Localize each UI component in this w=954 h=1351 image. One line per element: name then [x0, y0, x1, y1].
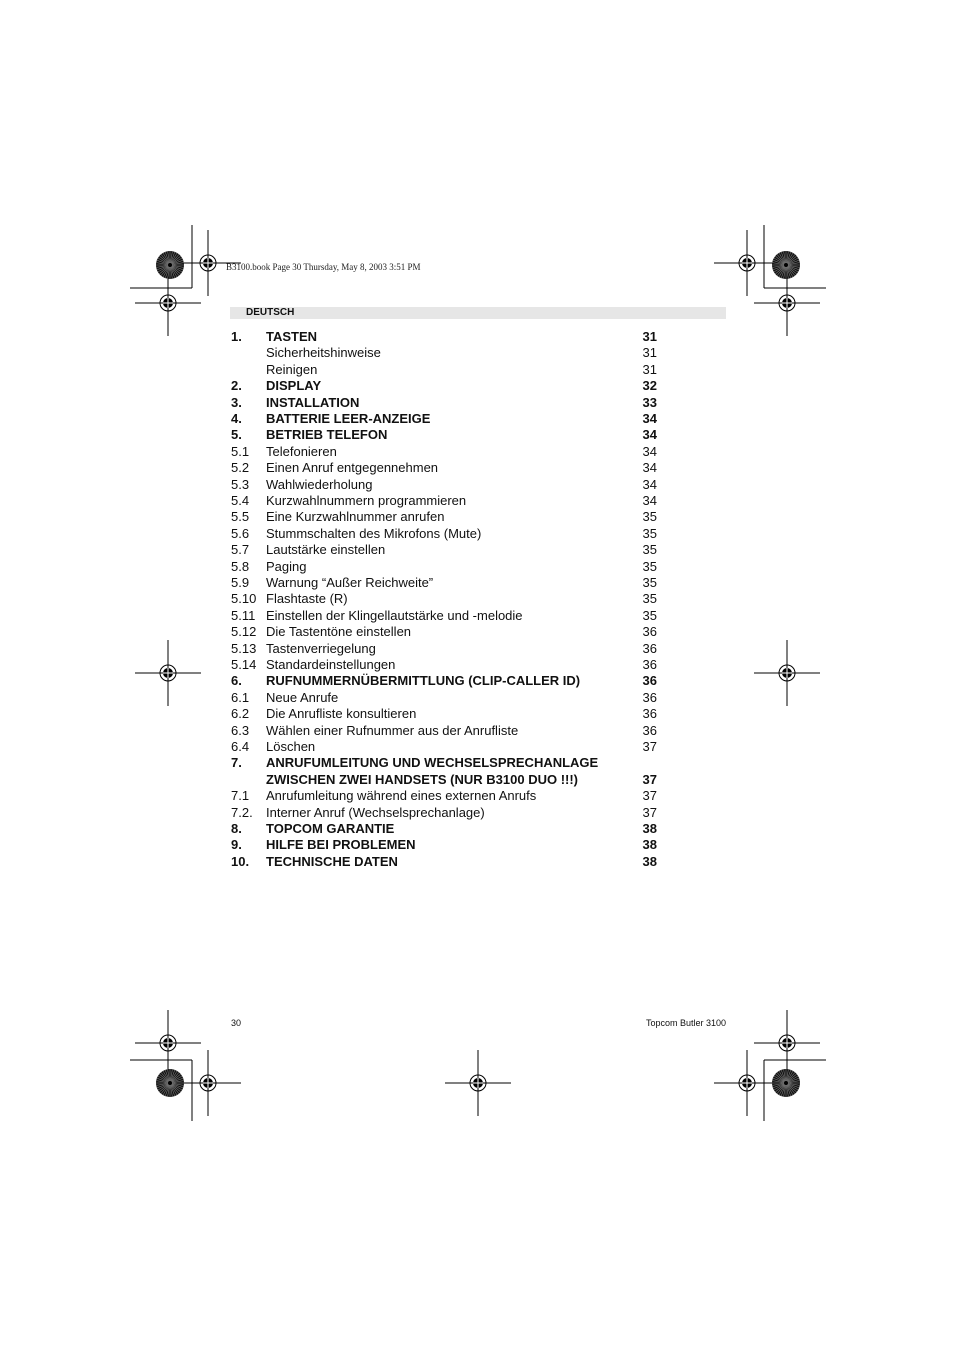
- toc-entry: [231, 690, 657, 706]
- toc-entry-title: HILFE BEI PROBLEMEN: [266, 837, 416, 853]
- toc-entry-number: 7.: [231, 755, 242, 771]
- toc-entry: [231, 788, 657, 804]
- toc-entry-title: Tastenverriegelung: [266, 640, 376, 656]
- toc-entry: [231, 509, 657, 525]
- toc-entry: [231, 624, 657, 640]
- toc-entry-page: 36: [642, 624, 657, 640]
- toc-entry-number: 5.6: [231, 525, 250, 541]
- toc-entry-page: 35: [642, 591, 657, 607]
- toc-entry: [231, 591, 657, 607]
- toc-entry-page: 37: [642, 804, 657, 820]
- toc-entry: [231, 739, 657, 755]
- toc-entry-number: 6.1: [231, 689, 250, 705]
- footer-page-number: 30: [231, 1018, 242, 1028]
- toc-entry-title: Standardeinstellungen: [266, 657, 396, 672]
- language-label: DEUTSCH: [246, 307, 295, 318]
- toc-entry: [231, 575, 657, 591]
- toc-entry: [231, 444, 657, 460]
- toc-entry-page: 34: [642, 460, 657, 476]
- toc-entry: [231, 526, 657, 542]
- toc-entry-number: 6.3: [231, 722, 250, 738]
- toc-entry-number: 5.5: [231, 509, 250, 525]
- toc-entry-title: INSTALLATION: [266, 394, 360, 410]
- toc-entry: [231, 362, 657, 378]
- toc-entry: [231, 477, 657, 493]
- toc-entry-title: BETRIEB TELEFON: [266, 427, 388, 443]
- toc-entry-page: 33: [642, 394, 657, 410]
- toc-entry-page: 34: [642, 476, 657, 492]
- toc-entry-page: 34: [642, 411, 657, 426]
- toc-entry-number: 6.2: [231, 706, 250, 722]
- toc-entry: [231, 427, 657, 443]
- toc-entry-page: 38: [642, 853, 657, 869]
- toc-entry-title: Einen Anruf entgegennehmen: [266, 460, 439, 476]
- toc-entry-page: 37: [642, 739, 657, 754]
- toc-entry: [231, 755, 657, 771]
- toc-entry-page: 34: [642, 443, 657, 459]
- toc-entry-title: Wahlwiederholung: [266, 476, 373, 492]
- toc-entry-number: 5.1: [231, 443, 250, 459]
- toc-entry-number: 5.9: [231, 575, 250, 590]
- toc-entry-page: 35: [642, 575, 657, 590]
- toc-entry: [231, 378, 657, 394]
- toc-entry-title: Lautstärke einstellen: [266, 542, 386, 558]
- toc-entry-title: Stummschalten des Mikrofons (Mute): [266, 525, 482, 541]
- toc-entry-number: 9.: [231, 837, 242, 853]
- toc-entry-number: 5.12: [231, 624, 257, 640]
- toc-entry-page: 38: [642, 821, 657, 836]
- toc-entry-title: Reinigen: [266, 361, 318, 377]
- toc-entry-number: 7.1: [231, 788, 250, 804]
- toc-entry-number: 5.7: [231, 542, 250, 558]
- toc-entry-page: 35: [642, 558, 657, 574]
- toc-entry-number: 5.2: [231, 460, 250, 476]
- toc-entry-page: 31: [642, 329, 657, 344]
- toc-entry-title: ZWISCHEN ZWEI HANDSETS (NUR B3100 DUO !!!): [266, 771, 579, 787]
- toc-entry-title: RUFNUMMERNÜBERMITTLUNG (CLIP-CALLER ID): [266, 673, 581, 689]
- toc-entry: [231, 395, 657, 411]
- toc-entry-number: 5.: [231, 427, 242, 443]
- toc-entry-page: 32: [642, 378, 657, 394]
- toc-entry-page: 36: [642, 673, 657, 689]
- toc-entry-title: Anrufumleitung während eines externen Anrufs: [266, 788, 537, 804]
- toc-entry: [231, 837, 657, 853]
- toc-entry-number: 2.: [231, 378, 242, 394]
- toc-entry-number: 8.: [231, 821, 242, 836]
- toc-entry-title: Neue Anrufe: [266, 689, 339, 705]
- toc-entry-number: 7.2.: [231, 804, 253, 820]
- toc-entry-title: Löschen: [266, 739, 316, 754]
- toc-entry-number: 6.: [231, 673, 242, 689]
- toc-entry: [231, 460, 657, 476]
- toc-entry: [231, 673, 657, 689]
- footer-product-title: Topcom Butler 3100: [645, 1018, 726, 1028]
- toc-entry-page: 34: [642, 493, 657, 508]
- toc-entry: [231, 706, 657, 722]
- toc-entry-title: Einstellen der Klingellautstärke und -melodie: [266, 607, 523, 623]
- toc-entry-page: 36: [642, 640, 657, 656]
- toc-entry-page: 31: [642, 361, 657, 377]
- toc-entry: [231, 608, 657, 624]
- toc-entry-title: BATTERIE LEER-ANZEIGE: [266, 411, 431, 426]
- toc-entry-page: 37: [642, 788, 657, 804]
- toc-entry-number: 6.4: [231, 739, 250, 754]
- toc-entry: [231, 411, 657, 427]
- toc-entry: [231, 493, 657, 509]
- print-header: B3100.book Page 30 Thursday, May 8, 2003 3:51 PM: [226, 262, 421, 272]
- toc-entry-number: 5.14: [231, 657, 257, 672]
- toc-entry-title: TECHNISCHE DATEN: [266, 853, 398, 869]
- toc-entry: [231, 641, 657, 657]
- toc-entry: [231, 345, 657, 361]
- toc-entry-title: Paging: [266, 558, 307, 574]
- toc-entry-title: Sicherheitshinweise: [266, 345, 381, 361]
- toc-entry-number: 3.: [231, 394, 242, 410]
- toc-entry-page: 37: [642, 771, 657, 787]
- toc-entry-title: ANRUFUMLEITUNG UND WECHSELSPRECHANLAGE: [266, 755, 599, 771]
- toc-entry-title: Wählen einer Rufnummer aus der Anrufliste: [266, 722, 519, 738]
- toc-entry-number: 5.11: [231, 607, 256, 623]
- toc-entry: [231, 542, 657, 558]
- toc-entry-number: 1.: [231, 329, 242, 344]
- toc-entry-title: TASTEN: [266, 329, 318, 344]
- toc-entry: [231, 805, 657, 821]
- toc-entry-title: DISPLAY: [266, 378, 322, 394]
- toc-entry-page: 36: [642, 706, 657, 722]
- toc-entry-page: 36: [642, 657, 657, 672]
- toc-entry-number: 5.3: [231, 476, 250, 492]
- toc-entry-number: 5.8: [231, 558, 250, 574]
- toc-entry-number: 5.4: [231, 493, 250, 508]
- toc-entry-page: 35: [642, 525, 657, 541]
- toc-entry-title: Warnung “Außer Reichweite”: [266, 575, 434, 590]
- toc-entry-page: 34: [642, 427, 657, 443]
- toc-entry: [231, 329, 657, 345]
- toc-entry-title: Flashtaste (R): [266, 591, 348, 607]
- toc-entry: [231, 854, 657, 870]
- toc-entry-title: TOPCOM GARANTIE: [266, 821, 395, 836]
- toc-entry: [231, 559, 657, 575]
- toc-entry-page: 36: [642, 689, 657, 705]
- toc-entry-number: 10.: [231, 853, 250, 869]
- toc-entry-number: 5.13: [231, 640, 257, 656]
- toc-entry-title: Interner Anruf (Wechselsprechanlage): [266, 804, 485, 820]
- toc-entry: [231, 821, 657, 837]
- toc-entry-number: 5.10: [231, 591, 257, 607]
- toc-entry: [231, 657, 657, 673]
- toc-entry: [231, 723, 657, 739]
- toc-entry-page: 35: [642, 509, 657, 525]
- toc-entry-title: Die Anrufliste konsultieren: [266, 706, 417, 722]
- toc-entry-page: 35: [642, 607, 657, 623]
- toc-entry-page: 38: [642, 837, 657, 853]
- toc-entry-title: Telefonieren: [266, 443, 337, 459]
- toc-entry-page: 31: [642, 345, 657, 361]
- toc-entry: [231, 772, 657, 788]
- toc-entry-title: Kurzwahlnummern programmieren: [266, 493, 467, 508]
- toc-entry-page: 35: [642, 542, 657, 558]
- toc-entry-title: Eine Kurzwahlnummer anrufen: [266, 509, 445, 525]
- toc-entry-number: 4.: [231, 411, 242, 426]
- toc-entry-page: 36: [642, 722, 657, 738]
- toc-entry-title: Die Tastentöne einstellen: [266, 624, 412, 640]
